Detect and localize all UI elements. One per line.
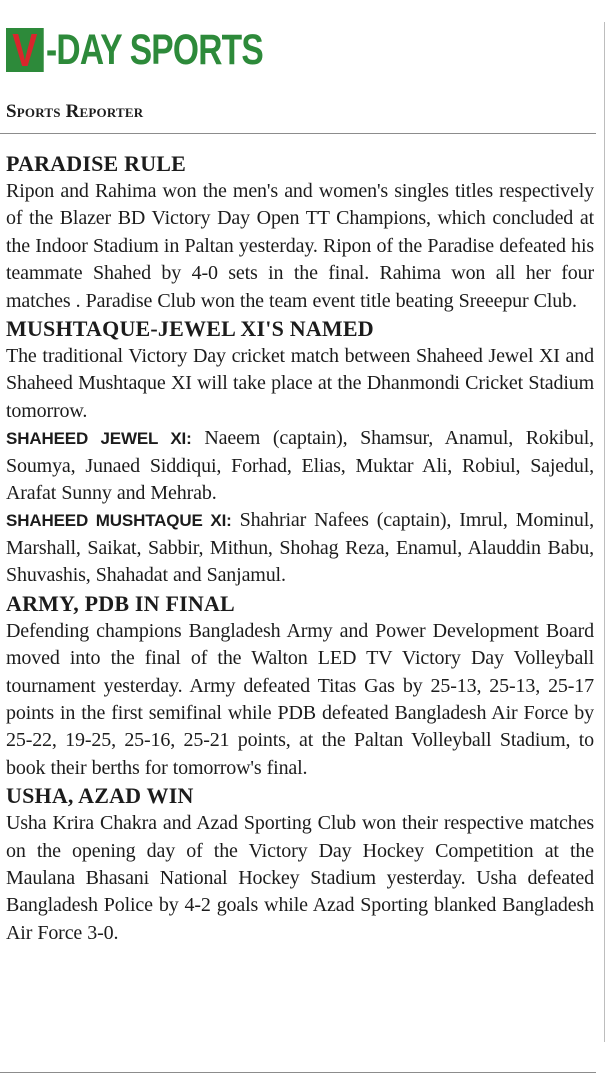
paragraph-text: The traditional Victory Day cricket match between Shaheed Jewel XI and Shaheed Mushtaque XI will take place at the Dhanmondi Cricket Stadium tomorrow. (6, 345, 594, 422)
paragraph-text: Defending champions Bangladesh Army and Power Development Board moved into the final of the Walton LED TV Victory Day Volleyball tournament yesterday. Army defeated Titas Gas by 25-13, 25-13, 25-17 points in the first semifinal while PDB defeated Bangladesh Air Force by 25-22, 19-25, 25-16, 25-21 points, at the Paltan Volleyball Stadium, to book their berths for tomorrow's final. (6, 619, 594, 779)
team-label-jewel: SHAHEED JEWEL XI: (6, 429, 192, 449)
headline: ARMY, PDB IN FINAL (6, 590, 235, 616)
article-body (6, 150, 594, 947)
byline: Sports Reporter (6, 101, 144, 122)
headline: USHA, AZAD WIN (6, 783, 194, 809)
section-paradise-rule (6, 150, 594, 315)
paragraph (6, 343, 594, 425)
paragraph (6, 178, 594, 315)
headline: PARADISE RULE (6, 151, 187, 176)
section-mushtaque-jewel (6, 315, 594, 590)
section-usha-azad (6, 782, 594, 947)
masthead-title: -DAY SPORTS (46, 26, 263, 74)
divider-top (0, 133, 596, 134)
paragraph (6, 810, 594, 947)
masthead-v-logo: V (6, 28, 44, 72)
paragraph (6, 425, 594, 507)
paragraph-text: Ripon and Rahima won the men's and women's singles titles respectively of the Blazer BD Victory Day Open TT Champions, which concluded at the Indoor Stadium in Paltan yesterday. Ripon of the Paradise defeated his teammate Shahed by 4-0 sets in the final. Rahima won all her four matches . Paradise Club won the team event title beating Sreeepur Club. (6, 180, 594, 312)
team-label-mushtaque: SHAHEED MUSHTAQUE XI: (6, 511, 232, 531)
headline: MUSHTAQUE-JEWEL XI'S NAMED (6, 316, 374, 342)
paragraph-text: Naeem (captain), Shamsur, Anamul, Rokibul, Soumya, Junaed Siddiqui, Forhad, Elias, Muktar Ali, Robiul, Sajedul, Arafat Sunny and Mehrab. (6, 427, 594, 505)
masthead (6, 24, 324, 76)
column-rule (604, 22, 605, 1042)
divider-bottom (0, 1072, 596, 1073)
paragraph-text: Usha Krira Chakra and Azad Sporting Club won their respective matches on the opening day of the Victory Day Hockey Competition at the Maulana Bhasani National Hockey Stadium yesterday. Usha defeated Bangladesh Police by 4-2 goals while Azad Sporting blanked Bangladesh Air Force 3-0. (6, 812, 594, 944)
paragraph (6, 618, 594, 782)
paragraph-text: Shahriar Nafees (captain), Imrul, Mominul, Marshall, Saikat, Sabbir, Mithun, Shohag Reza, Enamul, Alauddin Babu, Shuvashis, Shahadat and Sanjamul. (6, 509, 594, 587)
section-army-pdb (6, 590, 594, 782)
paragraph (6, 507, 594, 589)
